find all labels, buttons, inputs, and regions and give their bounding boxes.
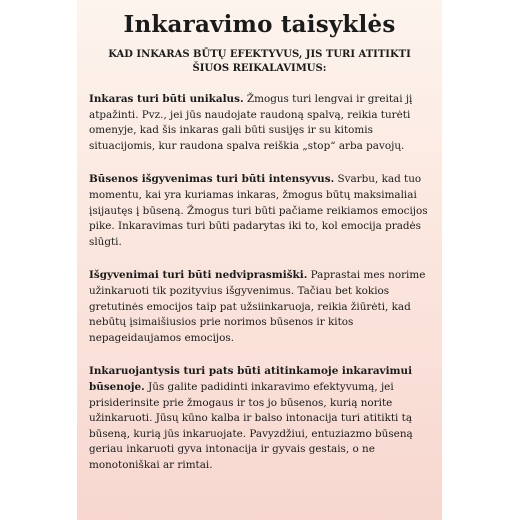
rule-heading: Inkaras turi būti unikalus. (89, 93, 244, 105)
rule-paragraph-unambiguous (89, 268, 430, 346)
rule-text: Žmogus turi lengvai ir greitai jį atpažinti. Pvz., jei jūs naudojate raudoną spalvą, reikia turėti omenyje, kad šis inkaras gali būti susijęs ir su kitomis situacijomis, kur raudona spalva reiškia „stop“ arba pavojų. (89, 93, 413, 152)
rule-text: Paprastai mes norime užinkaruoti tik pozityvius išgyvenimus. Tačiau bet kokios gretutinės emocijos taip pat užsiinkaruoja, reikia žiūrėti, kad nebūtų įsimaišiusios prie norimos būsenos ir kitos nepageidaujamos emocijos. (89, 269, 426, 344)
rule-heading: Išgyvenimai turi būti nedviprasmiški. (89, 269, 308, 282)
rule-paragraph-intensity (89, 172, 430, 250)
rule-paragraph-unique (89, 92, 430, 154)
document-page (77, 0, 442, 520)
rule-heading: Inkaruojantysis turi pats būti atitinkamoje inkaravimui būsenoje. (89, 365, 413, 393)
rule-text: Jūs galite padidinti inkaravimo efektyvumą, jei prisiderinsite prie žmogaus ir tos jo būsenos, kurią norite užinkaruoti. Jūsų kūno kalba ir balso intonacija turi atitikti tą būseną, kurią jūs inkaruojate. Pavyzdžiui, entuziazmo būseną geriau inkaruoti gyva intonacija ir gyvais gestais, o ne monotoniškai ar rimtai. (89, 380, 413, 471)
rule-heading: Būsenos išgyvenimas turi būti intensyvus. (89, 173, 335, 186)
page-subtitle: KAD INKARAS BŪTŲ EFEKTYVUS, JIS TURI ATITIKTI ŠIUOS REIKALAVIMUS: (108, 49, 411, 74)
rule-text: Svarbu, kad tuo momentu, kai yra kuriamas inkaras, žmogus būtų maksimaliai įsijautęs į būseną. Žmogus turi būti pačiame reikiamos emocijos pike. Inkaravimas turi būti padarytas iki to, kol emocija pradės slūgti. (89, 173, 428, 248)
rule-paragraph-own-state (89, 364, 430, 473)
page-title: Inkaravimo taisyklės (123, 11, 396, 38)
